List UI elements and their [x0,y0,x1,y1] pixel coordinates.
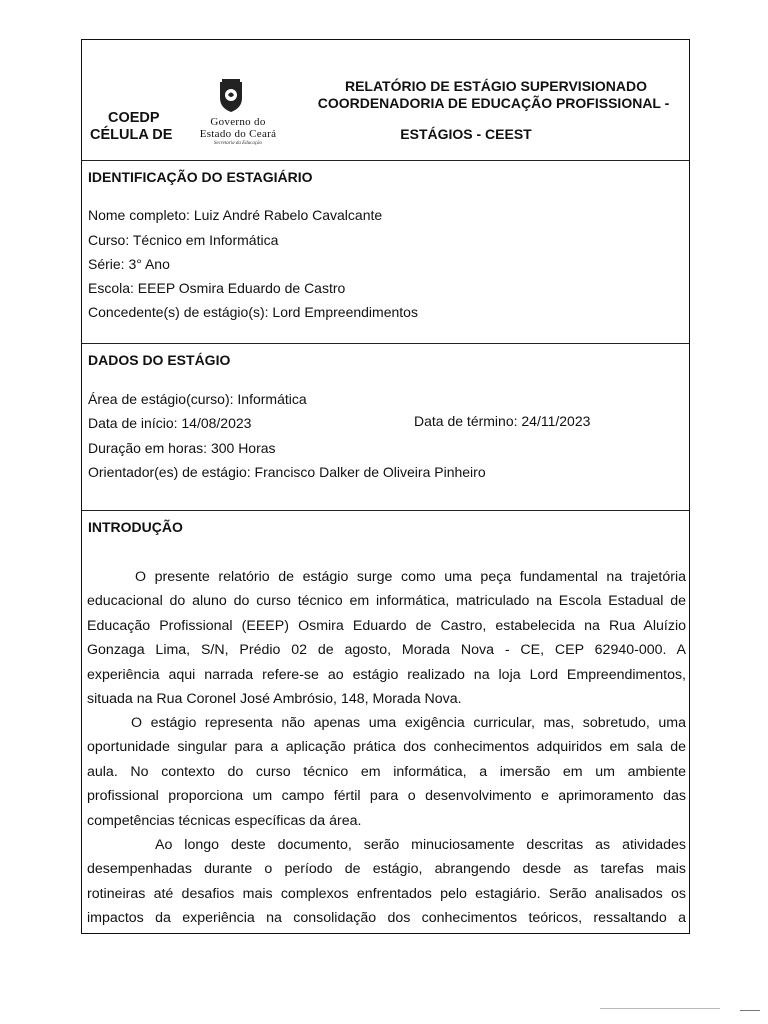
report-subtitle: ESTÁGIOS - CEEST [400,126,532,142]
scan-noise [740,1010,760,1011]
serie: Série: 3° Ano [88,256,170,272]
data-termino: Data de término: 24/11/2023 [414,413,591,429]
coedp-label: COEDP [108,110,160,126]
introducao-title: INTRODUÇÃO [88,519,183,535]
report-title-line-2: COORDENADORIA DE EDUCAÇÃO PROFISSIONAL - [317,95,670,111]
paragraph-line: oportunidade singular para a aplicação prática dos conhecimentos adquiridos em sala de [87,739,686,756]
data-inicio: Data de início: 14/08/2023 [88,415,252,431]
paragraph-line: educacional do aluno do curso técnico em informática, matriculado na Escola Estadual de [87,593,686,610]
paragraph-line: experiência aqui narrada refere-se ao estágio realizado na loja Lord Empreendimentos, [87,666,686,683]
paragraph-line: impactos da experiência na consolidação dos conhecimentos teóricos, ressaltando a [87,910,686,927]
paragraph-line: desempenhadas durante o período de estágio, abrangendo desde as tarefas mais [87,861,686,878]
identificacao-title: IDENTIFICAÇÃO DO ESTAGIÁRIO [88,169,313,185]
nome-completo: Nome completo: Luiz André Rabelo Cavalcante [88,207,383,223]
state-crest-icon [216,78,246,114]
paragraph-line: Ao longo deste documento, serão minuciosamente descritas as atividades [155,837,686,853]
gov-line-1: Governo do [210,116,266,128]
report-title-line-1: RELATÓRIO DE ESTÁGIO SUPERVISIONADO [344,78,648,94]
escola: Escola: EEEP Osmira Eduardo de Castro [88,280,346,296]
paragraph-line: profissional proporciona um campo fértil para o desenvolvimento e aprimoramento das [87,788,686,805]
gov-line-2: Estado do Ceará [199,128,277,140]
divider [82,510,689,511]
paragraph-line: aula. No contexto do curso técnico em informática, a imersão em um ambiente [87,763,686,780]
divider [82,160,689,161]
paragraph-line: Educação Profissional (EEEP) Osmira Eduardo de Castro, estabelecida na Rua Aluízio [87,617,686,634]
paragraph-line: O estágio representa não apenas uma exigência curricular, mas, sobretudo, uma [131,715,686,731]
paragraph-line: situada na Rua Coronel José Ambrósio, 148, Morada Nova. [87,690,462,707]
orientador: Orientador(es) de estágio: Francisco Dalker de Oliveira Pinheiro [88,464,486,480]
duracao: Duração em horas: 300 Horas [88,440,276,456]
paragraph-2 [87,711,686,833]
concedente: Concedente(s) de estágio(s): Lord Empreendimentos [88,304,418,320]
curso: Curso: Técnico em Informática [88,232,279,248]
header-left [90,110,172,144]
gov-line-3: Secretaria da Educação [213,141,263,146]
celula-label: CÉLULA DE [90,127,173,143]
dados-title: DADOS DO ESTÁGIO [88,352,231,368]
paragraph-3 [87,833,686,931]
paragraph-line: Gonzaga Lima, S/N, Prédio 02 de agosto, Morada Nova - CE, CEP 62940-000. A [87,642,686,659]
area-estagio: Área de estágio(curso): Informática [88,391,307,407]
divider [82,343,689,344]
report-frame [81,39,690,934]
scan-noise [600,1008,720,1009]
paragraph-1 [87,565,686,711]
government-logo-text [178,116,298,148]
report-title [296,78,690,112]
paragraph-line: competências técnicas específicas da área. [87,812,362,829]
paragraph-line: O presente relatório de estágio surge como uma peça fundamental na trajetória [135,569,686,585]
header [82,40,689,160]
paragraph-line: rotineiras até desafios mais complexos enfrentados pelo estagiário. Serão analisados os [87,885,686,902]
